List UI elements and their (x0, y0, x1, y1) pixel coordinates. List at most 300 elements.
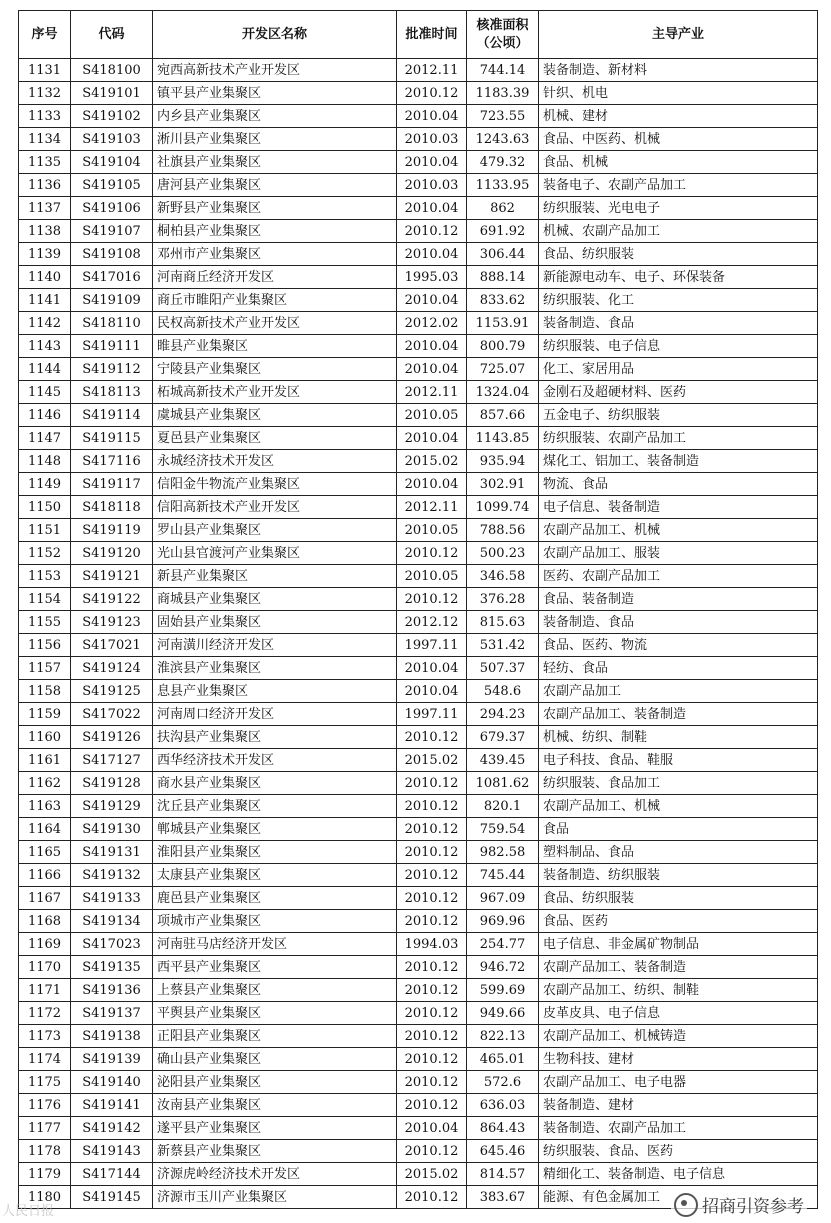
cell-name: 睢县产业集聚区 (153, 335, 397, 358)
cell-no: 1134 (19, 128, 71, 151)
table-row (19, 818, 818, 841)
cell-name: 沈丘县产业集聚区 (153, 795, 397, 818)
cell-code: S419103 (71, 128, 153, 151)
cell-date: 2010.12 (397, 841, 467, 864)
cell-date: 2010.04 (397, 427, 467, 450)
cell-name: 鹿邑县产业集聚区 (153, 887, 397, 910)
cell-code: S419124 (71, 657, 153, 680)
cell-name: 确山县产业集聚区 (153, 1048, 397, 1071)
cell-date: 2010.05 (397, 519, 467, 542)
table-row (19, 496, 818, 519)
cell-date: 2012.11 (397, 381, 467, 404)
cell-date: 2010.12 (397, 1140, 467, 1163)
cell-area: 1243.63 (467, 128, 539, 151)
cell-no: 1137 (19, 197, 71, 220)
cell-name: 宛西高新技术产业开发区 (153, 59, 397, 82)
cell-code: S417127 (71, 749, 153, 772)
table-row (19, 795, 818, 818)
cell-code: S417144 (71, 1163, 153, 1186)
cell-area: 949.66 (467, 1002, 539, 1025)
cell-no: 1168 (19, 910, 71, 933)
cell-no: 1175 (19, 1071, 71, 1094)
cell-name: 河南潢川经济开发区 (153, 634, 397, 657)
cell-no: 1165 (19, 841, 71, 864)
table-row (19, 703, 818, 726)
table-row (19, 427, 818, 450)
table-row (19, 220, 818, 243)
cell-date: 2010.12 (397, 1025, 467, 1048)
cell-area: 645.46 (467, 1140, 539, 1163)
cell-industry: 精细化工、装备制造、电子信息 (539, 1163, 818, 1186)
table-row (19, 1140, 818, 1163)
cell-no: 1133 (19, 105, 71, 128)
cell-no: 1178 (19, 1140, 71, 1163)
cell-industry: 装备电子、农副产品加工 (539, 174, 818, 197)
cell-area: 815.63 (467, 611, 539, 634)
cell-code: S417016 (71, 266, 153, 289)
cell-area: 306.44 (467, 243, 539, 266)
table-row (19, 979, 818, 1002)
cell-no: 1153 (19, 565, 71, 588)
cell-industry: 五金电子、纺织服装 (539, 404, 818, 427)
cell-date: 2015.02 (397, 450, 467, 473)
cell-industry: 能源、有色金属加工 (539, 1186, 818, 1209)
cell-code: S419125 (71, 680, 153, 703)
cell-industry: 电子信息、装备制造 (539, 496, 818, 519)
cell-no: 1152 (19, 542, 71, 565)
table-row (19, 841, 818, 864)
cell-industry: 针织、机电 (539, 82, 818, 105)
header-no: 序号 (19, 11, 71, 59)
cell-no: 1157 (19, 657, 71, 680)
cell-name: 新野县产业集聚区 (153, 197, 397, 220)
cell-date: 2010.12 (397, 1186, 467, 1209)
table-row (19, 933, 818, 956)
cell-name: 虞城县产业集聚区 (153, 404, 397, 427)
cell-code: S419123 (71, 611, 153, 634)
table-row (19, 611, 818, 634)
cell-date: 1994.03 (397, 933, 467, 956)
cell-area: 1324.04 (467, 381, 539, 404)
cell-date: 2012.02 (397, 312, 467, 335)
cell-name: 太康县产业集聚区 (153, 864, 397, 887)
cell-code: S418100 (71, 59, 153, 82)
cell-no: 1156 (19, 634, 71, 657)
cell-industry: 金刚石及超硬材料、医药 (539, 381, 818, 404)
cell-date: 2010.12 (397, 588, 467, 611)
cell-date: 2010.12 (397, 1094, 467, 1117)
cell-date: 2010.04 (397, 151, 467, 174)
cell-industry: 食品、中医药、机械 (539, 128, 818, 151)
cell-industry: 轻纺、食品 (539, 657, 818, 680)
cell-name: 光山县官渡河产业集聚区 (153, 542, 397, 565)
cell-code: S419128 (71, 772, 153, 795)
cell-no: 1159 (19, 703, 71, 726)
cell-date: 2010.12 (397, 795, 467, 818)
cell-date: 2010.05 (397, 404, 467, 427)
cell-name: 信阳金牛物流产业集聚区 (153, 473, 397, 496)
cell-area: 888.14 (467, 266, 539, 289)
table-row (19, 749, 818, 772)
cell-code: S419133 (71, 887, 153, 910)
cell-area: 833.62 (467, 289, 539, 312)
cell-code: S419130 (71, 818, 153, 841)
cell-area: 465.01 (467, 1048, 539, 1071)
cell-code: S419111 (71, 335, 153, 358)
cell-area: 946.72 (467, 956, 539, 979)
cell-industry: 纺织服装、食品加工 (539, 772, 818, 795)
cell-industry: 农副产品加工、纺织、制鞋 (539, 979, 818, 1002)
cell-code: S419134 (71, 910, 153, 933)
cell-date: 2015.02 (397, 1163, 467, 1186)
cell-name: 民权高新技术产业开发区 (153, 312, 397, 335)
cell-area: 254.77 (467, 933, 539, 956)
cell-no: 1149 (19, 473, 71, 496)
cell-no: 1160 (19, 726, 71, 749)
cell-industry: 物流、食品 (539, 473, 818, 496)
cell-name: 淅川县产业集聚区 (153, 128, 397, 151)
table-row (19, 335, 818, 358)
cell-code: S419126 (71, 726, 153, 749)
cell-code: S419137 (71, 1002, 153, 1025)
cell-area: 376.28 (467, 588, 539, 611)
cell-industry: 装备制造、新材料 (539, 59, 818, 82)
cell-no: 1161 (19, 749, 71, 772)
header-code: 代码 (71, 11, 153, 59)
cell-name: 淮阳县产业集聚区 (153, 841, 397, 864)
cell-code: S419108 (71, 243, 153, 266)
cell-area: 1081.62 (467, 772, 539, 795)
cell-name: 息县产业集聚区 (153, 680, 397, 703)
source-watermark: 人民日报 (2, 1204, 55, 1219)
table-row (19, 956, 818, 979)
cell-date: 1995.03 (397, 266, 467, 289)
cell-code: S419141 (71, 1094, 153, 1117)
cell-industry: 农副产品加工、电子电器 (539, 1071, 818, 1094)
cell-area: 862 (467, 197, 539, 220)
cell-name: 项城市产业集聚区 (153, 910, 397, 933)
cell-name: 济源虎岭经济技术开发区 (153, 1163, 397, 1186)
cell-name: 邓州市产业集聚区 (153, 243, 397, 266)
cell-date: 1997.11 (397, 634, 467, 657)
cell-date: 2010.12 (397, 772, 467, 795)
cell-date: 2015.02 (397, 749, 467, 772)
cell-name: 遂平县产业集聚区 (153, 1117, 397, 1140)
cell-industry: 化工、家居用品 (539, 358, 818, 381)
cell-industry: 装备制造、纺织服装 (539, 864, 818, 887)
cell-date: 2010.04 (397, 358, 467, 381)
cell-name: 柘城高新技术产业开发区 (153, 381, 397, 404)
table-row (19, 404, 818, 427)
cell-industry: 农副产品加工、机械 (539, 519, 818, 542)
table-row (19, 772, 818, 795)
cell-name: 河南周口经济开发区 (153, 703, 397, 726)
cell-code: S419138 (71, 1025, 153, 1048)
cell-date: 2010.12 (397, 979, 467, 1002)
cell-name: 平舆县产业集聚区 (153, 1002, 397, 1025)
cell-name: 桐柏县产业集聚区 (153, 220, 397, 243)
cell-date: 2012.11 (397, 59, 467, 82)
wechat-channel-icon (674, 1193, 698, 1217)
cell-date: 2010.12 (397, 1002, 467, 1025)
cell-industry: 新能源电动车、电子、环保装备 (539, 266, 818, 289)
cell-name: 商水县产业集聚区 (153, 772, 397, 795)
cell-area: 814.57 (467, 1163, 539, 1186)
cell-date: 2010.12 (397, 726, 467, 749)
table-row (19, 864, 818, 887)
table-row (19, 1002, 818, 1025)
table-row (19, 473, 818, 496)
table-row (19, 358, 818, 381)
cell-area: 383.67 (467, 1186, 539, 1209)
cell-no: 1166 (19, 864, 71, 887)
cell-name: 内乡县产业集聚区 (153, 105, 397, 128)
cell-no: 1132 (19, 82, 71, 105)
cell-area: 507.37 (467, 657, 539, 680)
channel-watermark-text: 招商引资参考 (702, 1197, 804, 1217)
cell-date: 2010.12 (397, 910, 467, 933)
cell-code: S418118 (71, 496, 153, 519)
cell-code: S419121 (71, 565, 153, 588)
cell-no: 1131 (19, 59, 71, 82)
cell-no: 1170 (19, 956, 71, 979)
table-header-row (19, 11, 818, 59)
cell-industry: 纺织服装、化工 (539, 289, 818, 312)
table-row (19, 289, 818, 312)
cell-name: 汝南县产业集聚区 (153, 1094, 397, 1117)
cell-date: 2010.04 (397, 197, 467, 220)
cell-industry: 食品、纺织服装 (539, 243, 818, 266)
cell-code: S418113 (71, 381, 153, 404)
cell-date: 2010.12 (397, 956, 467, 979)
cell-area: 1143.85 (467, 427, 539, 450)
cell-date: 2010.04 (397, 289, 467, 312)
cell-industry: 食品、医药 (539, 910, 818, 933)
cell-name: 郸城县产业集聚区 (153, 818, 397, 841)
cell-no: 1147 (19, 427, 71, 450)
cell-area: 864.43 (467, 1117, 539, 1140)
cell-no: 1139 (19, 243, 71, 266)
header-date: 批准时间 (397, 11, 467, 59)
cell-code: S419139 (71, 1048, 153, 1071)
cell-no: 1141 (19, 289, 71, 312)
cell-industry: 食品、纺织服装 (539, 887, 818, 910)
cell-date: 2010.12 (397, 1048, 467, 1071)
header-area-line1: 核准面积 (476, 17, 529, 33)
table-row (19, 174, 818, 197)
table-row (19, 565, 818, 588)
table-row (19, 266, 818, 289)
cell-name: 罗山县产业集聚区 (153, 519, 397, 542)
cell-no: 1162 (19, 772, 71, 795)
cell-industry: 装备制造、建材 (539, 1094, 818, 1117)
cell-industry: 生物科技、建材 (539, 1048, 818, 1071)
cell-area: 439.45 (467, 749, 539, 772)
cell-date: 2010.04 (397, 105, 467, 128)
cell-no: 1174 (19, 1048, 71, 1071)
table-row (19, 59, 818, 82)
cell-code: S419117 (71, 473, 153, 496)
cell-industry: 医药、农副产品加工 (539, 565, 818, 588)
cell-name: 西华经济技术开发区 (153, 749, 397, 772)
cell-industry: 农副产品加工、机械 (539, 795, 818, 818)
table-row (19, 588, 818, 611)
cell-area: 1183.39 (467, 82, 539, 105)
cell-industry: 食品、机械 (539, 151, 818, 174)
cell-date: 2012.11 (397, 496, 467, 519)
cell-area: 935.94 (467, 450, 539, 473)
cell-no: 1143 (19, 335, 71, 358)
cell-no: 1135 (19, 151, 71, 174)
cell-code: S419136 (71, 979, 153, 1002)
cell-no: 1164 (19, 818, 71, 841)
table-body (19, 59, 818, 1209)
cell-no: 1146 (19, 404, 71, 427)
cell-date: 2010.05 (397, 565, 467, 588)
cell-industry: 电子科技、食品、鞋服 (539, 749, 818, 772)
cell-date: 2010.12 (397, 864, 467, 887)
table-row (19, 450, 818, 473)
cell-industry: 食品、装备制造 (539, 588, 818, 611)
cell-date: 2010.12 (397, 82, 467, 105)
cell-area: 759.54 (467, 818, 539, 841)
table-row (19, 680, 818, 703)
cell-code: S417022 (71, 703, 153, 726)
cell-area: 548.6 (467, 680, 539, 703)
cell-date: 2010.03 (397, 128, 467, 151)
cell-area: 572.6 (467, 1071, 539, 1094)
cell-area: 788.56 (467, 519, 539, 542)
table-row (19, 1071, 818, 1094)
cell-name: 商城县产业集聚区 (153, 588, 397, 611)
cell-no: 1169 (19, 933, 71, 956)
cell-code: S419129 (71, 795, 153, 818)
cell-code: S419132 (71, 864, 153, 887)
cell-no: 1145 (19, 381, 71, 404)
table-row (19, 519, 818, 542)
cell-industry: 农副产品加工、服装 (539, 542, 818, 565)
cell-name: 河南商丘经济开发区 (153, 266, 397, 289)
cell-area: 982.58 (467, 841, 539, 864)
table-row (19, 542, 818, 565)
cell-name: 社旗县产业集聚区 (153, 151, 397, 174)
table-row (19, 1163, 818, 1186)
cell-area: 691.92 (467, 220, 539, 243)
cell-no: 1176 (19, 1094, 71, 1117)
cell-industry: 机械、纺织、制鞋 (539, 726, 818, 749)
cell-no: 1173 (19, 1025, 71, 1048)
cell-name: 河南驻马店经济开发区 (153, 933, 397, 956)
cell-industry: 机械、农副产品加工 (539, 220, 818, 243)
cell-area: 967.09 (467, 887, 539, 910)
cell-industry: 纺织服装、光电电子 (539, 197, 818, 220)
cell-no: 1150 (19, 496, 71, 519)
cell-code: S419135 (71, 956, 153, 979)
cell-area: 599.69 (467, 979, 539, 1002)
cell-code: S418110 (71, 312, 153, 335)
cell-industry: 农副产品加工、机械铸造 (539, 1025, 818, 1048)
cell-industry: 纺织服装、食品、医药 (539, 1140, 818, 1163)
cell-industry: 电子信息、非金属矿物制品 (539, 933, 818, 956)
cell-name: 新蔡县产业集聚区 (153, 1140, 397, 1163)
header-area (467, 11, 539, 59)
cell-no: 1138 (19, 220, 71, 243)
cell-no: 1180 (19, 1186, 71, 1209)
development-zone-table (18, 10, 818, 1209)
cell-code: S419109 (71, 289, 153, 312)
cell-code: S419106 (71, 197, 153, 220)
cell-name: 正阳县产业集聚区 (153, 1025, 397, 1048)
cell-date: 2012.12 (397, 611, 467, 634)
header-area-line2: （公顷） (476, 35, 529, 51)
cell-name: 商丘市睢阳产业集聚区 (153, 289, 397, 312)
cell-industry: 装备制造、食品 (539, 611, 818, 634)
header-name: 开发区名称 (153, 11, 397, 59)
cell-industry: 农副产品加工、装备制造 (539, 956, 818, 979)
cell-area: 857.66 (467, 404, 539, 427)
cell-area: 820.1 (467, 795, 539, 818)
cell-no: 1136 (19, 174, 71, 197)
cell-code: S417116 (71, 450, 153, 473)
table-row (19, 634, 818, 657)
cell-date: 2010.12 (397, 818, 467, 841)
cell-name: 信阳高新技术产业开发区 (153, 496, 397, 519)
cell-industry: 煤化工、铝加工、装备制造 (539, 450, 818, 473)
cell-area: 800.79 (467, 335, 539, 358)
cell-industry: 纺织服装、电子信息 (539, 335, 818, 358)
cell-no: 1148 (19, 450, 71, 473)
cell-no: 1172 (19, 1002, 71, 1025)
cell-code: S419131 (71, 841, 153, 864)
cell-industry: 纺织服装、农副产品加工 (539, 427, 818, 450)
cell-name: 永城经济技术开发区 (153, 450, 397, 473)
table-row (19, 887, 818, 910)
cell-code: S419102 (71, 105, 153, 128)
cell-name: 扶沟县产业集聚区 (153, 726, 397, 749)
cell-no: 1142 (19, 312, 71, 335)
cell-area: 679.37 (467, 726, 539, 749)
cell-code: S419114 (71, 404, 153, 427)
table-row (19, 312, 818, 335)
cell-no: 1154 (19, 588, 71, 611)
cell-area: 346.58 (467, 565, 539, 588)
cell-area: 969.96 (467, 910, 539, 933)
cell-code: S419119 (71, 519, 153, 542)
cell-industry: 装备制造、农副产品加工 (539, 1117, 818, 1140)
cell-industry: 塑料制品、食品 (539, 841, 818, 864)
cell-name: 镇平县产业集聚区 (153, 82, 397, 105)
cell-no: 1171 (19, 979, 71, 1002)
cell-area: 1099.74 (467, 496, 539, 519)
cell-date: 2010.04 (397, 335, 467, 358)
header-industry: 主导产业 (539, 11, 818, 59)
cell-area: 822.13 (467, 1025, 539, 1048)
cell-no: 1151 (19, 519, 71, 542)
cell-no: 1163 (19, 795, 71, 818)
cell-industry: 农副产品加工 (539, 680, 818, 703)
cell-industry: 食品 (539, 818, 818, 841)
cell-code: S419101 (71, 82, 153, 105)
table-row (19, 128, 818, 151)
cell-name: 西平县产业集聚区 (153, 956, 397, 979)
cell-date: 2010.04 (397, 680, 467, 703)
cell-area: 479.32 (467, 151, 539, 174)
table-row (19, 381, 818, 404)
cell-code: S419104 (71, 151, 153, 174)
cell-no: 1155 (19, 611, 71, 634)
cell-name: 淮滨县产业集聚区 (153, 657, 397, 680)
cell-area: 1133.95 (467, 174, 539, 197)
